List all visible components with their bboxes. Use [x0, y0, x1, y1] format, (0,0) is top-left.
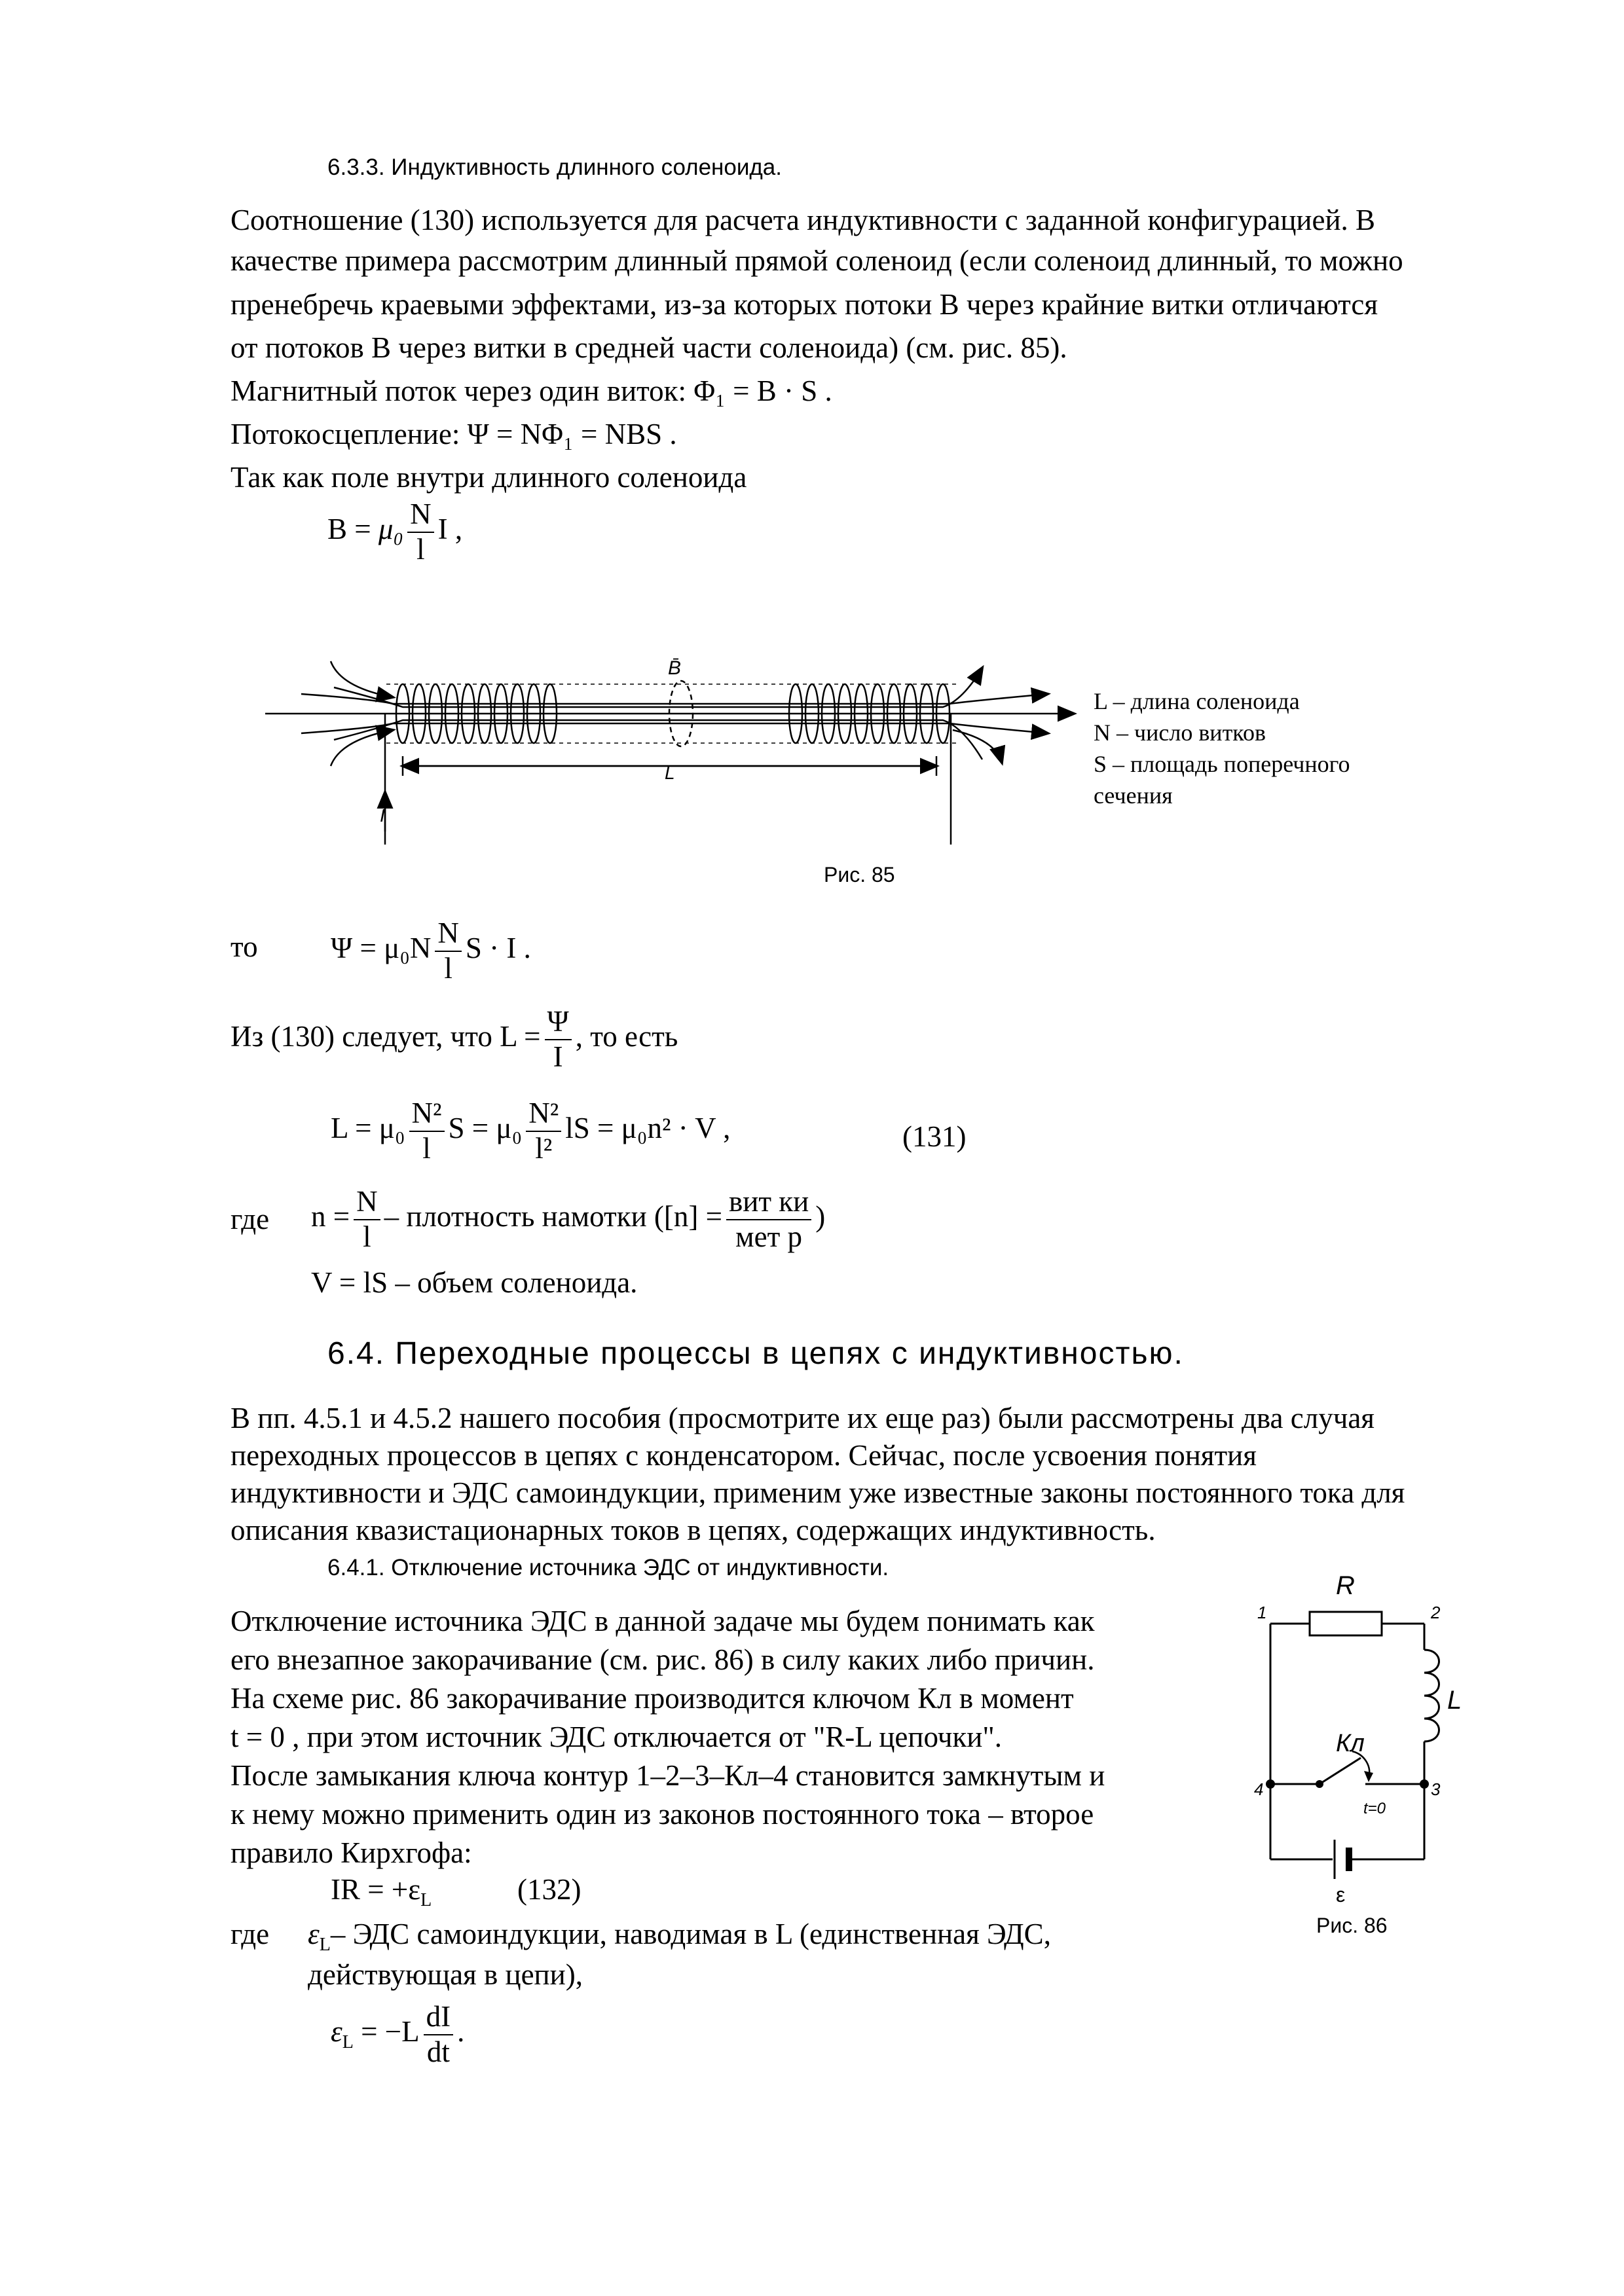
eq-131-number: (131) [902, 1120, 967, 1153]
section-64-para-1: В пп. 4.5.1 и 4.5.2 нашего пособия (просмотрите их еще раз) были рассмотрены два случая [231, 1402, 1375, 1434]
formula-from130 [231, 1005, 678, 1074]
n-text: – плотность намотки ([n] = [384, 1200, 722, 1233]
l-mid1: S = μ₀ [448, 1112, 523, 1145]
eq132-sub: L [420, 1890, 432, 1910]
formula-psi-num: N [435, 917, 462, 952]
fig85-caption: Рис. 85 [824, 863, 895, 886]
fig86-l-label: L [1447, 1686, 1462, 1715]
section-641-para-2: его внезапное закорачивание (см. рис. 86) в силу каких либо причин. [231, 1643, 1095, 1676]
intro-line-4: от потоков B через витки в средней части соленоида) (см. рис. 85). [231, 331, 1067, 364]
n-close: ) [815, 1200, 826, 1233]
eps-l-mid: = −L [353, 2015, 420, 2049]
from130-pre: Из (130) следует, что L = [231, 1020, 541, 1053]
formula-131 [331, 1097, 730, 1166]
eps-l-sub: L [342, 2032, 354, 2053]
formula-b-num: N [407, 498, 434, 533]
from130-post: , то есть [575, 1020, 678, 1053]
section-64-para-4: описания квазистационарных токов в цепях, содержащих индуктивность. [231, 1514, 1156, 1546]
formula-132 [331, 1872, 432, 1911]
flux-one-turn: Магнитный поток через один виток: Φ₁ = B · S . [231, 374, 832, 407]
n-den: l [363, 1220, 371, 1253]
formula-psi-lhs: Ψ = μ₀N [331, 932, 432, 965]
fig86-r-label: R [1336, 1571, 1355, 1600]
n-unit-den: мет р [735, 1220, 803, 1253]
formula-psi [331, 917, 531, 986]
where-eps-symbol: ε [308, 1918, 320, 1950]
formula-b-lhs: B = [327, 513, 378, 546]
fig85-legend-3: S – площадь поперечного [1094, 751, 1350, 777]
intro-line-7: Так как поле внутри длинного соленоида [231, 461, 747, 494]
l-mid2: lS = μ₀n² · V , [565, 1112, 731, 1145]
eps-l-num: dI [424, 2000, 454, 2035]
where-word-2: где [231, 1918, 270, 1950]
section-64-para-3: индуктивности и ЭДС самоиндукции, применим уже известные законы постоянного тока для [231, 1476, 1405, 1509]
formula-psi-den: l [444, 951, 452, 985]
fig86-key-label: Кл [1336, 1730, 1365, 1757]
intro-line-3: пренебречь краевыми эффектами, из-за которых потоки B через крайние витки отличаются [231, 288, 1378, 321]
formula-v: V = lS – объем соленоида. [311, 1266, 638, 1299]
section-641-para-6: к нему можно применить один из законов постоянного тока – второе [231, 1798, 1094, 1831]
from130-den: I [553, 1040, 563, 1073]
fig85-b-label: B̄ [668, 657, 682, 679]
fig85-i-label: I [380, 805, 385, 826]
section-64-title: 6.4. Переходные процессы в цепях с индуктивностью. [327, 1336, 1184, 1371]
eq132-text: IR = +ε [331, 1873, 421, 1906]
fig86-node-1: 1 [1257, 1603, 1267, 1622]
where-word-1: где [231, 1203, 270, 1235]
section-641-title: 6.4.1. Отключение источника ЭДС от индуктивности. [327, 1555, 889, 1580]
formula-b-mu: μ₀ [378, 513, 404, 546]
l-lhs: L = μ₀ [331, 1112, 405, 1145]
section-641-para-7: правило Кирхгофа: [231, 1836, 472, 1869]
from130-num: Ψ [545, 1005, 572, 1040]
section-641-para-4: t = 0 , при этом источник ЭДС отключается от "R-L цепочки". [231, 1721, 1002, 1753]
where-eps-rest: – ЭДС самоиндукции, наводимая в L (единственная ЭДС, [330, 1918, 1051, 1950]
eps-l-end: . [457, 2015, 465, 2049]
n-num: N [354, 1185, 380, 1220]
fig86-t-label: t=0 [1363, 1800, 1386, 1817]
flux-linkage: Потокосцепление: Ψ = NΦ₁ = NBS . [231, 418, 677, 450]
intro-line-2: качестве примера рассмотрим длинный прямой соленоид (если соленоид длинный, то можно [231, 244, 1403, 277]
n-unit-num: вит ки [726, 1185, 811, 1220]
figure-86-circuit [1244, 1558, 1493, 1944]
formula-eps-l [331, 2000, 464, 2069]
fig86-node-4: 4 [1254, 1779, 1264, 1799]
l-den1: l [422, 1131, 431, 1165]
fig86-emf-label: ε [1336, 1883, 1346, 1906]
section-641-para-5: После замыкания ключа контур 1–2–3–Кл–4 становится замкнутым и [231, 1759, 1105, 1792]
fig86-node-3: 3 [1431, 1779, 1441, 1799]
where-eps-line-1 [308, 1917, 1051, 1956]
l-den2: l² [535, 1131, 553, 1165]
where-eps-sub: L [319, 1935, 331, 1955]
section-64-para-2: переходных процессов в цепях с конденсатором. Сейчас, после усвоения понятия [231, 1439, 1257, 1472]
intro-line-1: Соотношение (130) используется для расчета индуктивности с заданной конфигурацией. В [231, 204, 1376, 236]
section-641-para-3: На схеме рис. 86 закорачивание производится ключом Кл в момент [231, 1682, 1074, 1715]
formula-b [327, 498, 462, 567]
fig85-legend-4: сечения [1094, 782, 1173, 809]
formula-psi-rhs: S · I . [465, 932, 531, 965]
where-eps-line-2: действующая в цепи), [308, 1958, 583, 1991]
figure-85-solenoid [262, 648, 1080, 851]
formula-b-den: l [416, 532, 425, 566]
n-lhs: n = [311, 1200, 350, 1233]
fig86-caption: Рис. 86 [1316, 1914, 1388, 1937]
eps-l-symbol: ε [331, 2015, 342, 2049]
formula-b-rhs: I , [437, 513, 463, 546]
fig85-l-label: L [665, 763, 675, 783]
section-641-para-1: Отключение источника ЭДС в данной задаче мы будем понимать как [231, 1605, 1095, 1637]
formula-n [311, 1185, 825, 1254]
fig86-node-2: 2 [1431, 1603, 1441, 1622]
eq-132-number: (132) [517, 1873, 581, 1906]
section-633-title: 6.3.3. Индуктивность длинного соленоида. [327, 155, 783, 180]
l-num1: N² [409, 1097, 445, 1132]
l-num2: N² [526, 1097, 561, 1132]
fig85-legend-2: N – число витков [1094, 720, 1266, 746]
psi-word: то [231, 930, 258, 963]
eps-l-den: dt [426, 2035, 450, 2068]
fig85-legend-1: L – длина соленоида [1094, 688, 1300, 714]
